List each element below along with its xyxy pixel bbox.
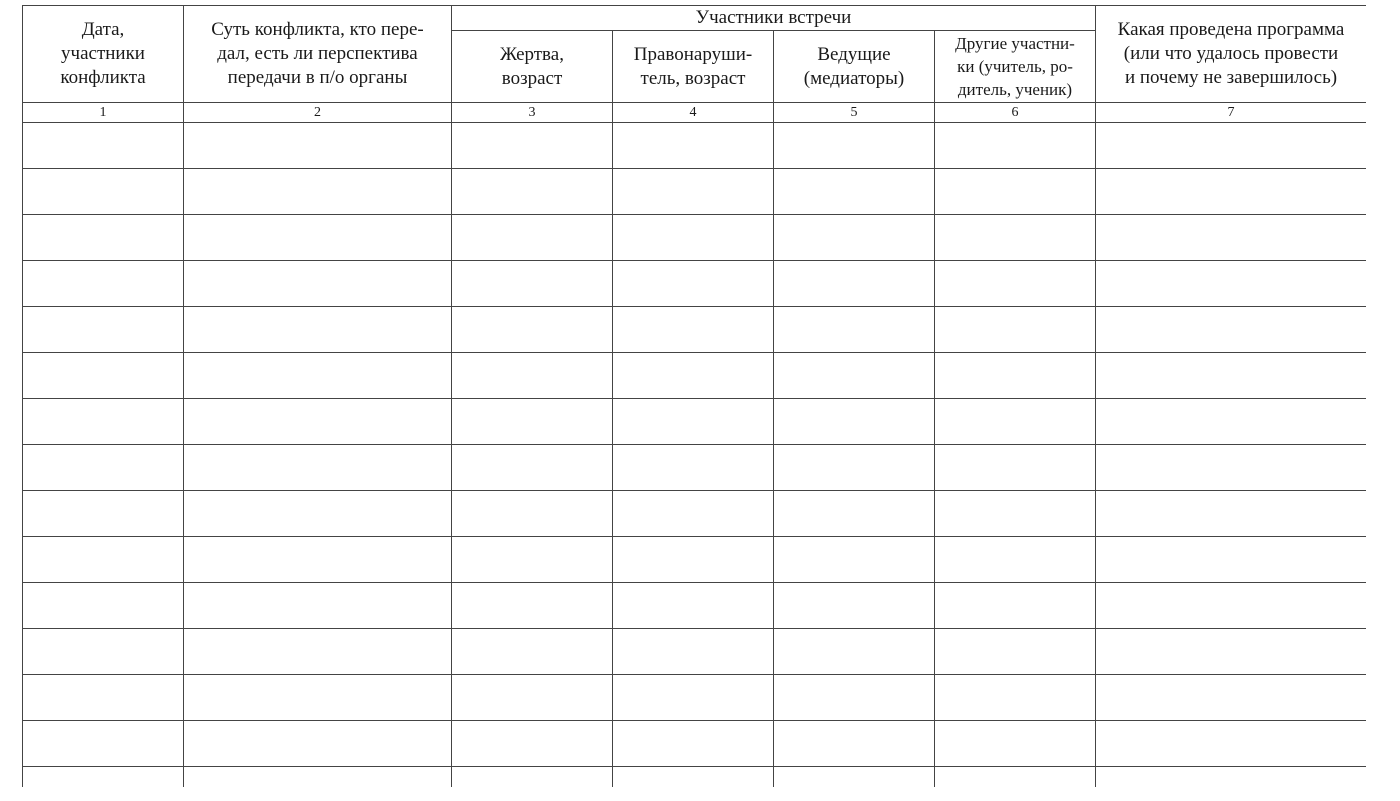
header-date-participants: Дата, участники конфликта [23,6,184,103]
table-body [23,123,1367,788]
table-row [23,721,1367,767]
table-cell [1096,261,1367,307]
table-cell [613,537,774,583]
table-cell [184,629,452,675]
table-cell [774,399,935,445]
table-cell [23,169,184,215]
header-other-participants: Другие участни- ки (учитель, ро- дитель, ученик) [935,31,1096,103]
table-row [23,123,1367,169]
table-cell [1096,215,1367,261]
table-cell [935,675,1096,721]
column-number: 2 [184,103,452,123]
table-cell [184,445,452,491]
table-cell [1096,445,1367,491]
table-cell [774,445,935,491]
header-conflict-essence: Суть конфликта, кто пере- дал, есть ли перспектива передачи в п/о органы [184,6,452,103]
table-cell [935,353,1096,399]
table-row [23,353,1367,399]
table-cell [23,491,184,537]
table-cell [23,399,184,445]
table-cell [184,215,452,261]
table-cell [184,353,452,399]
table-row [23,767,1367,788]
table-cell [452,537,613,583]
table-cell [452,767,613,788]
table-cell [935,215,1096,261]
table-cell [774,767,935,788]
table-cell [1096,767,1367,788]
table-cell [452,353,613,399]
table-cell [774,537,935,583]
table-cell [23,353,184,399]
table-cell [184,307,452,353]
table-cell [184,767,452,788]
table-cell [613,353,774,399]
table-cell [184,583,452,629]
table-row [23,583,1367,629]
table-cell [23,123,184,169]
table-cell [23,721,184,767]
table-cell [774,721,935,767]
table-cell [184,169,452,215]
table-cell [23,215,184,261]
table-cell [452,721,613,767]
table-cell [613,445,774,491]
table-cell [1096,169,1367,215]
column-number: 6 [935,103,1096,123]
table-row [23,445,1367,491]
table-cell [774,675,935,721]
table-cell [935,629,1096,675]
table-row [23,629,1367,675]
table-cell [613,399,774,445]
table-cell [935,767,1096,788]
table-cell [452,215,613,261]
table-cell [23,445,184,491]
table-cell [452,399,613,445]
table-cell [184,261,452,307]
column-number: 7 [1096,103,1367,123]
table-cell [452,583,613,629]
table-cell [935,123,1096,169]
table-cell [452,169,613,215]
table-cell [774,123,935,169]
table-cell [613,307,774,353]
column-number-row [23,103,1367,123]
table-cell [184,721,452,767]
table-row [23,675,1367,721]
table-cell [774,353,935,399]
table-row [23,169,1367,215]
table-cell [23,767,184,788]
table-cell [774,215,935,261]
table-cell [1096,629,1367,675]
table-cell [184,123,452,169]
table-cell [774,261,935,307]
table-cell [613,629,774,675]
table-cell [613,675,774,721]
table-cell [935,583,1096,629]
table-cell [774,629,935,675]
table-row [23,307,1367,353]
table-cell [774,583,935,629]
table-cell [935,307,1096,353]
table-cell [774,491,935,537]
table-cell [184,399,452,445]
table-cell [935,491,1096,537]
table-row [23,537,1367,583]
table-cell [184,491,452,537]
table-cell [23,675,184,721]
table-cell [935,721,1096,767]
table-cell [935,169,1096,215]
table-cell [1096,675,1367,721]
table-cell [23,629,184,675]
table-cell [452,123,613,169]
table-cell [1096,721,1367,767]
table-cell [935,261,1096,307]
table-row [23,399,1367,445]
header-offender: Правонаруши- тель, возраст [613,31,774,103]
header-victim: Жертва, возраст [452,31,613,103]
table-cell [452,261,613,307]
table-cell [23,261,184,307]
table-row [23,491,1367,537]
table-cell [613,169,774,215]
table-cell [1096,537,1367,583]
column-number: 4 [613,103,774,123]
table-row [23,215,1367,261]
table-cell [935,445,1096,491]
table-cell [23,307,184,353]
table-cell [23,583,184,629]
table-cell [184,675,452,721]
column-number: 3 [452,103,613,123]
table-row [23,261,1367,307]
header-mediators: Ведущие (медиаторы) [774,31,935,103]
table-cell [452,629,613,675]
table-cell [1096,583,1367,629]
table-cell [1096,399,1367,445]
conflict-register-table [22,5,1366,787]
table-cell [613,491,774,537]
table-cell [1096,307,1367,353]
table-cell [1096,353,1367,399]
column-number: 5 [774,103,935,123]
table-cell [613,767,774,788]
table-cell [935,399,1096,445]
table-cell [452,491,613,537]
register-table-container [22,5,1366,787]
table-cell [184,537,452,583]
table-cell [935,537,1096,583]
table-cell [613,123,774,169]
table-cell [452,445,613,491]
table-cell [613,215,774,261]
table-cell [23,537,184,583]
table-cell [613,261,774,307]
table-cell [613,583,774,629]
table-cell [613,721,774,767]
table-cell [1096,123,1367,169]
table-cell [452,307,613,353]
table-cell [774,169,935,215]
table-cell [1096,491,1367,537]
column-number: 1 [23,103,184,123]
header-meeting-participants: Участники встречи [452,6,1096,31]
table-cell [452,675,613,721]
table-cell [774,307,935,353]
header-program: Какая проведена программа (или что удалось провести и почему не завершилось) [1096,6,1367,103]
